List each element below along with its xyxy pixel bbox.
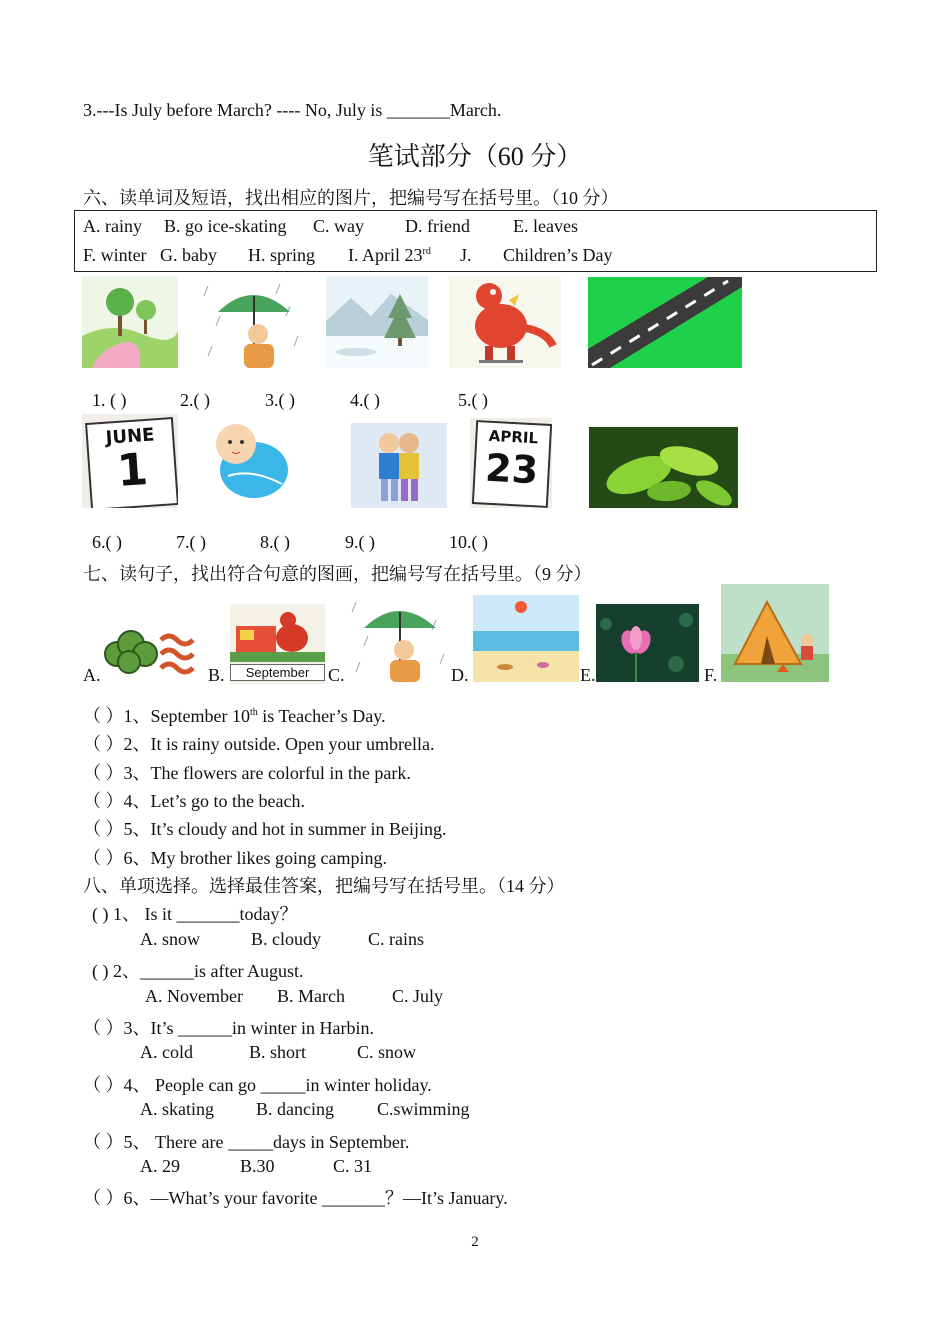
word-h: H. spring bbox=[248, 245, 315, 265]
word-f: F. winter bbox=[83, 245, 147, 265]
s8-q2-option-c: C. July bbox=[392, 986, 444, 1006]
flowers-picture bbox=[596, 604, 699, 682]
s8-question-6: （ ）6、—What’s your favorite _______？—It’s January. bbox=[83, 1188, 508, 1208]
s8-q2-option-b: B. March bbox=[277, 986, 345, 1006]
s8-heading: 八、单项选择。选择最佳答案，把编号写在括号里。（14 分） bbox=[83, 876, 565, 896]
camping-picture bbox=[721, 584, 829, 682]
september-picture bbox=[230, 604, 325, 684]
s7-item-4: （ ）4、Let’s go to the beach. bbox=[83, 791, 305, 811]
s7-item-1: （ ）1、September 10th is Teacher’s Day. bbox=[83, 706, 386, 726]
s8-question-5: （ ）5、 There are _____days in September. bbox=[83, 1132, 410, 1152]
answer-label-8: 8.( ) bbox=[260, 532, 290, 552]
word-a: A. rainy bbox=[83, 216, 142, 236]
word-b: B. go ice-skating bbox=[164, 216, 287, 236]
s8-q5-option-b: B.30 bbox=[240, 1156, 275, 1176]
beach-picture bbox=[473, 595, 579, 682]
s8-question-2: ( ) 2、______is after August. bbox=[92, 961, 304, 981]
s6-heading: 六、读单词及短语，找出相应的图片，把编号写在括号里。（10 分） bbox=[83, 188, 619, 208]
answer-label-3: 3.( ) bbox=[265, 390, 295, 410]
s8-q3-option-a: A. cold bbox=[140, 1042, 193, 1062]
winter-picture bbox=[326, 276, 428, 368]
letter-d: D. bbox=[451, 665, 469, 685]
s8-q5-option-a: A. 29 bbox=[140, 1156, 180, 1176]
june-month: JUNE bbox=[105, 424, 156, 449]
answer-label-7: 7.( ) bbox=[176, 532, 206, 552]
answer-label-6: 6.( ) bbox=[92, 532, 122, 552]
s8-q4-option-a: A. skating bbox=[140, 1099, 214, 1119]
s8-q4-option-c: C.swimming bbox=[377, 1099, 470, 1119]
april-calendar-picture bbox=[470, 418, 552, 508]
s7-item-2: （ ）2、It is rainy outside. Open your umbrella. bbox=[83, 734, 435, 754]
ice-skating-dino-picture bbox=[449, 276, 561, 368]
letter-a: A. bbox=[83, 665, 101, 685]
word-g: G. baby bbox=[160, 245, 217, 265]
word-j: J. bbox=[460, 245, 472, 265]
s8-q1-option-c: C. rains bbox=[368, 929, 424, 949]
s8-q1-option-b: B. cloudy bbox=[251, 929, 321, 949]
answer-label-2: 2.( ) bbox=[180, 390, 210, 410]
word-c: C. way bbox=[313, 216, 364, 236]
spring-picture bbox=[82, 276, 178, 368]
friends-picture bbox=[351, 423, 447, 508]
answer-label-4: 4.( ) bbox=[350, 390, 380, 410]
section-title: 笔试部分（60 分） bbox=[367, 142, 583, 171]
baby-picture bbox=[192, 414, 310, 508]
s8-q3-option-c: C. snow bbox=[357, 1042, 417, 1062]
june-calendar-picture bbox=[82, 414, 178, 508]
rainy-umbrella-picture bbox=[200, 276, 306, 368]
letter-f: F. bbox=[704, 665, 718, 685]
s8-q3-option-b: B. short bbox=[249, 1042, 307, 1062]
letter-b: B. bbox=[208, 665, 225, 685]
word-e: E. leaves bbox=[513, 216, 578, 236]
s8-q2-option-a: A. November bbox=[145, 986, 243, 1006]
page-number: 2 bbox=[471, 1234, 479, 1250]
april-month: APRIL bbox=[488, 426, 539, 448]
june-day: 1 bbox=[115, 443, 150, 497]
s7-heading: 七、读句子，找出符合句意的图画，把编号写在括号里。（9 分） bbox=[83, 564, 592, 584]
cloudy-hot-picture bbox=[101, 620, 204, 682]
word-j-text: Children’s Day bbox=[503, 245, 613, 265]
april-day: 23 bbox=[484, 445, 540, 493]
q3-line: 3.---Is July before March? ---- No, July is _______March. bbox=[83, 100, 502, 120]
rainy-umbrella-picture-2 bbox=[348, 592, 450, 682]
letter-c: C. bbox=[328, 665, 345, 685]
leaves-picture bbox=[589, 427, 738, 508]
s7-item-3: （ ）3、The flowers are colorful in the park. bbox=[83, 763, 411, 783]
answer-label-10: 10.( ) bbox=[449, 532, 488, 552]
word-i: I. April 23rd bbox=[348, 245, 431, 265]
s8-q5-option-c: C. 31 bbox=[333, 1156, 373, 1176]
road-picture bbox=[588, 277, 742, 368]
s8-q4-option-b: B. dancing bbox=[256, 1099, 334, 1119]
s8-question-3: （ ）3、It’s ______in winter in Harbin. bbox=[83, 1018, 374, 1038]
answer-label-1: 1. ( ) bbox=[92, 390, 127, 410]
s7-item-6: （ ）6、My brother likes going camping. bbox=[83, 848, 387, 868]
answer-label-9: 9.( ) bbox=[345, 532, 375, 552]
answer-label-5: 5.( ) bbox=[458, 390, 488, 410]
word-d: D. friend bbox=[405, 216, 470, 236]
letter-e: E. bbox=[580, 665, 596, 685]
september-label: September bbox=[230, 664, 325, 681]
s7-item-5: （ ）5、It’s cloudy and hot in summer in Beijing. bbox=[83, 819, 447, 839]
s8-question-1: ( ) 1、 Is it _______today？ bbox=[92, 904, 298, 924]
s8-q1-option-a: A. snow bbox=[140, 929, 201, 949]
s8-question-4: （ ）4、 People can go _____in winter holiday. bbox=[83, 1075, 432, 1095]
